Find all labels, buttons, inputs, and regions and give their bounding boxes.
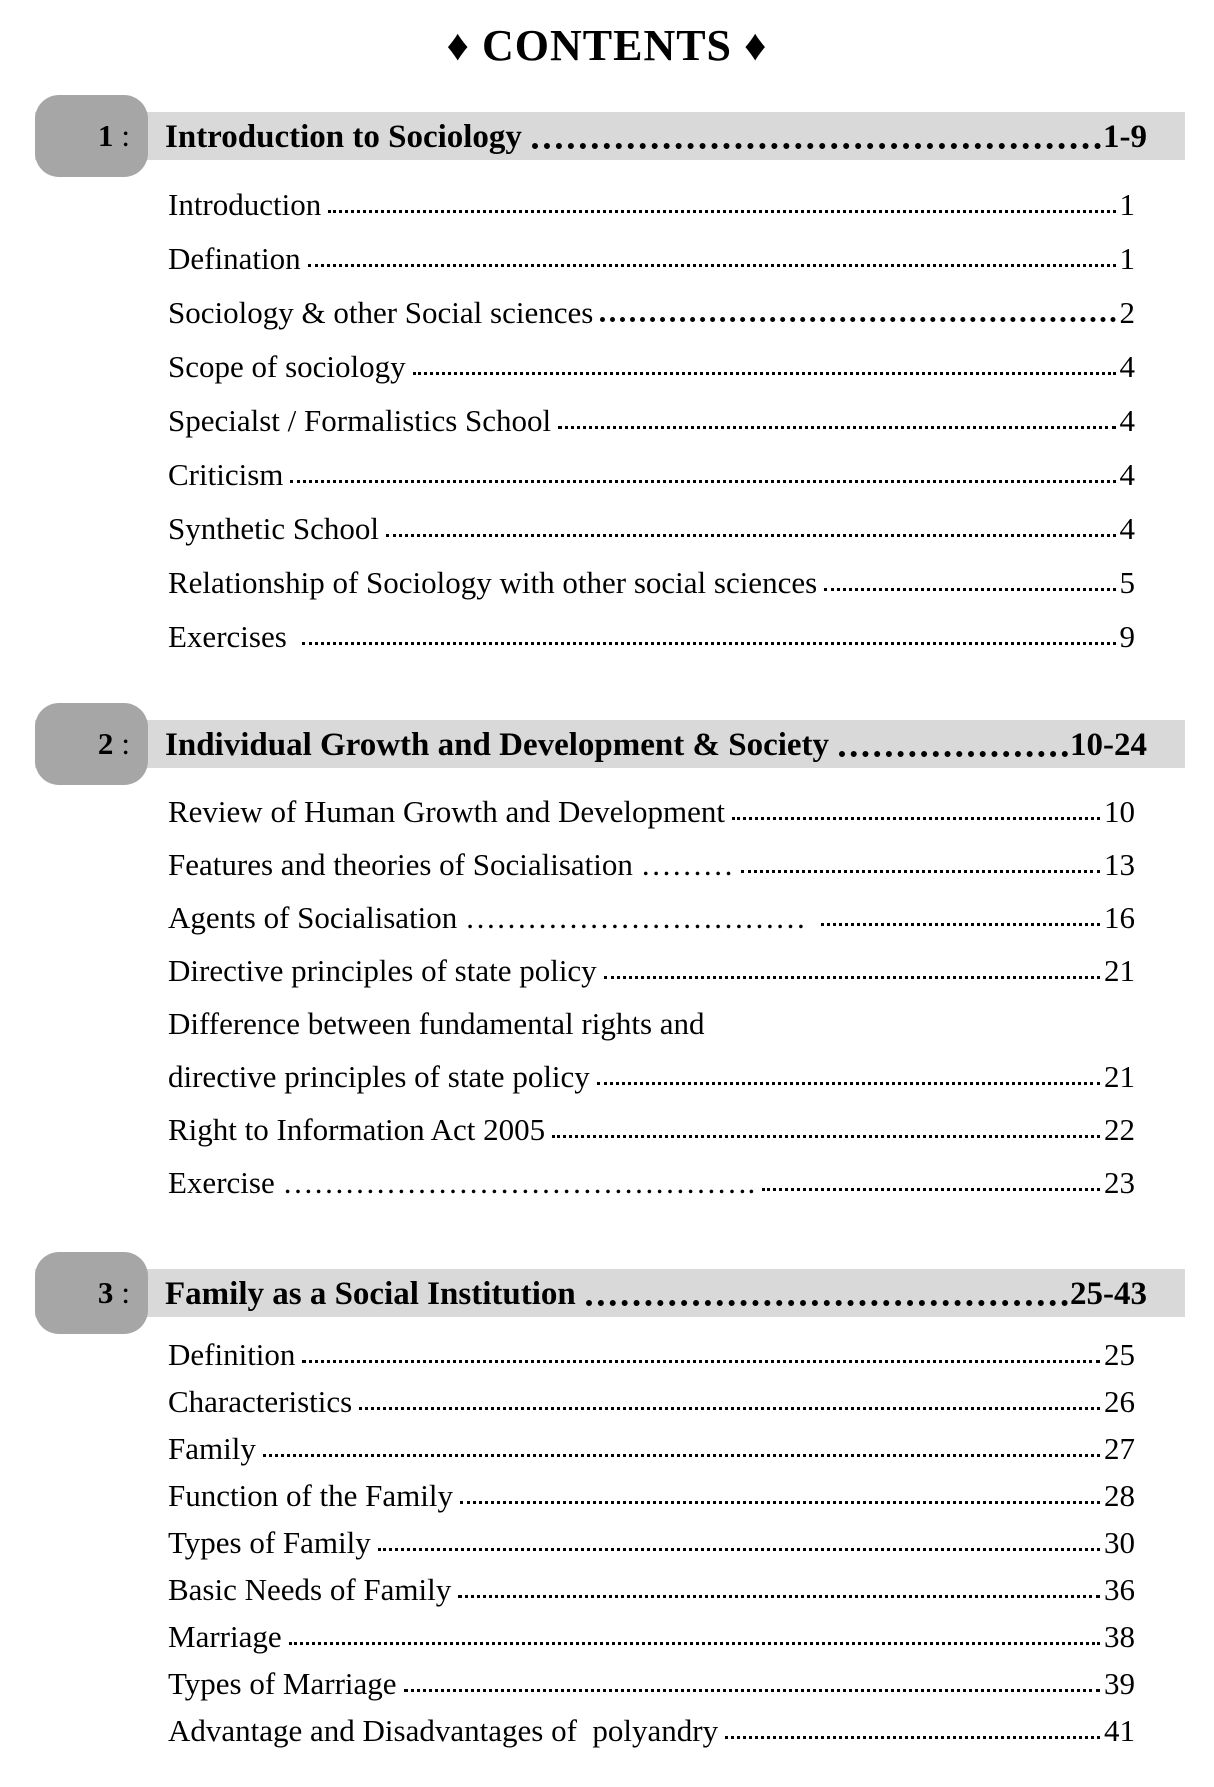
entry-label: Review of Human Growth and Development <box>168 794 726 830</box>
toc-entry <box>168 827 1135 883</box>
chapter-number: 2 <box>97 726 114 762</box>
toc-entry <box>168 220 1135 277</box>
toc-entry <box>168 1039 1135 1095</box>
chapter-section <box>0 112 1214 655</box>
entry-dot-leader <box>725 1736 1100 1739</box>
entry-page-number: 10 <box>1104 794 1135 830</box>
entry-dot-leader <box>359 1407 1100 1410</box>
entry-dot-leader <box>552 1135 1100 1138</box>
entry-page-number: 21 <box>1104 1059 1135 1095</box>
entry-page-number: 5 <box>1119 565 1135 601</box>
entry-label: Agents of Socialisation …………………………… <box>168 900 814 936</box>
chapter-number-badge <box>35 1252 148 1334</box>
entry-dot-leader <box>386 534 1116 537</box>
chapter-title-bar <box>35 720 1185 768</box>
entry-label: Relationship of Sociology with other social sciences <box>168 565 818 601</box>
entry-dot-leader <box>762 1188 1100 1191</box>
page-title: ♦ CONTENTS ♦ <box>446 21 768 70</box>
entry-dot-leader <box>413 372 1116 375</box>
entry-page-number: 1 <box>1119 241 1135 277</box>
toc-body <box>0 112 1214 1749</box>
entry-dot-leader <box>458 1595 1100 1598</box>
entry-page-number: 9 <box>1119 619 1135 655</box>
entry-label: Introduction <box>168 187 322 223</box>
toc-entry <box>168 274 1135 331</box>
entry-label: Features and theories of Socialisation ……… <box>168 847 734 883</box>
toc-entry <box>168 1464 1135 1514</box>
toc-entry <box>168 382 1135 439</box>
toc-entry <box>168 544 1135 601</box>
toc-entry <box>168 1699 1135 1749</box>
chapter-title: Introduction to Sociology <box>165 119 522 156</box>
entry-label: Characteristics <box>168 1384 353 1420</box>
chapter-entries <box>168 774 1135 1201</box>
entry-label: Family <box>168 1431 256 1467</box>
entry-page-number: 36 <box>1104 1572 1135 1608</box>
entry-dot-leader <box>558 426 1115 429</box>
entry-label: Marriage <box>168 1619 282 1655</box>
entry-page-number: 25 <box>1104 1337 1135 1373</box>
entry-dot-leader <box>741 870 1100 873</box>
entry-dot-leader <box>604 976 1100 979</box>
toc-entry <box>168 598 1135 655</box>
entry-dot-leader <box>290 480 1115 483</box>
chapter-entries <box>168 166 1135 655</box>
toc-entry <box>168 1370 1135 1420</box>
entry-dot-leader <box>378 1548 1100 1551</box>
chapter-page-range: 25-43 <box>1070 1276 1147 1313</box>
entry-label: Definition <box>168 1337 296 1373</box>
entry-dot-leader <box>600 317 1115 322</box>
chapter-title: Individual Growth and Development & Society <box>165 727 830 764</box>
toc-entry <box>168 1605 1135 1655</box>
chapter-section <box>0 720 1214 1201</box>
entry-page-number: 38 <box>1104 1619 1135 1655</box>
entry-page-number: 27 <box>1104 1431 1135 1467</box>
entry-dot-leader <box>460 1501 1100 1504</box>
toc-entry <box>168 880 1135 936</box>
entry-page-number: 30 <box>1104 1525 1135 1561</box>
entry-label: Exercises <box>168 619 295 655</box>
entry-page-number: 41 <box>1104 1713 1135 1749</box>
entry-label: Specialst / Formalistics School <box>168 403 552 439</box>
toc-entry <box>168 436 1135 493</box>
toc-entry <box>168 1323 1135 1373</box>
entry-page-number: 28 <box>1104 1478 1135 1514</box>
chapter-page-range: 10-24 <box>1070 727 1147 764</box>
chapter-title: Family as a Social Institution <box>165 1276 576 1313</box>
chapter-number-badge <box>35 95 148 177</box>
entry-label: Criticism <box>168 457 284 493</box>
chapter-header <box>35 112 1185 160</box>
entry-page-number: 4 <box>1119 403 1135 439</box>
toc-entry <box>168 1652 1135 1702</box>
entry-label: Advantage and Disadvantages of polyandry <box>168 1713 719 1749</box>
chapter-number-colon: : <box>121 726 130 762</box>
chapter-title-bar <box>35 112 1185 160</box>
toc-entry <box>168 933 1135 989</box>
entry-label: directive principles of state policy <box>168 1059 590 1095</box>
entry-page-number: 26 <box>1104 1384 1135 1420</box>
chapter-title-bar <box>35 1269 1185 1317</box>
toc-entry <box>168 490 1135 547</box>
entry-page-number: 13 <box>1104 847 1135 883</box>
entry-dot-leader <box>732 817 1100 820</box>
entry-page-number: 23 <box>1104 1165 1135 1201</box>
entry-label: Exercise ………………………………………. <box>168 1165 756 1201</box>
chapter-entries <box>168 1323 1135 1749</box>
entry-dot-leader <box>404 1689 1100 1692</box>
chapter-header <box>35 1269 1185 1317</box>
chapter-number: 3 <box>97 1275 114 1311</box>
toc-entry <box>168 166 1135 223</box>
entry-page-number: 4 <box>1119 457 1135 493</box>
entry-label: Types of Marriage <box>168 1666 397 1702</box>
entry-label: Types of Family <box>168 1525 371 1561</box>
entry-dot-leader <box>821 923 1100 926</box>
entry-page-number: 4 <box>1119 511 1135 547</box>
entry-label: Difference between fundamental rights and <box>168 1006 705 1042</box>
toc-entry <box>168 1145 1135 1201</box>
entry-page-number: 4 <box>1119 349 1135 385</box>
toc-entry <box>168 1092 1135 1148</box>
entry-dot-leader <box>328 210 1115 213</box>
entry-label: Synthetic School <box>168 511 379 547</box>
entry-label: Scope of sociology <box>168 349 406 385</box>
entry-dot-leader <box>263 1454 1100 1457</box>
entry-page-number: 16 <box>1104 900 1135 936</box>
entry-label: Function of the Family <box>168 1478 454 1514</box>
entry-label: Sociology & other Social sciences <box>168 295 594 331</box>
entry-page-number: 22 <box>1104 1112 1135 1148</box>
chapter-number: 1 <box>97 118 114 154</box>
chapter-dot-leader <box>586 1300 1068 1306</box>
entry-dot-leader <box>308 264 1116 267</box>
chapter-header <box>35 720 1185 768</box>
entry-dot-leader <box>289 1642 1100 1645</box>
chapter-section <box>0 1269 1214 1749</box>
entry-label: Directive principles of state policy <box>168 953 597 989</box>
chapter-number-badge <box>35 703 148 785</box>
entry-label: Right to Information Act 2005 <box>168 1112 546 1148</box>
chapter-page-range: 1-9 <box>1103 119 1147 156</box>
entry-dot-leader <box>824 588 1115 591</box>
entry-dot-leader <box>597 1082 1100 1085</box>
entry-dot-leader <box>302 642 1116 645</box>
chapter-number-colon: : <box>121 118 130 154</box>
entry-dot-leader <box>302 1360 1100 1363</box>
toc-entry <box>168 1417 1135 1467</box>
entry-page-number: 1 <box>1119 187 1135 223</box>
entry-page-number: 39 <box>1104 1666 1135 1702</box>
entry-page-number: 2 <box>1119 295 1135 331</box>
chapter-dot-leader <box>532 143 1101 149</box>
toc-entry <box>168 1511 1135 1561</box>
chapter-number-colon: : <box>121 1275 130 1311</box>
toc-entry <box>168 986 1135 1042</box>
toc-entry <box>168 774 1135 830</box>
toc-entry <box>168 328 1135 385</box>
chapter-dot-leader <box>839 751 1068 757</box>
toc-entry <box>168 1558 1135 1608</box>
entry-label: Defination <box>168 241 301 277</box>
entry-page-number: 21 <box>1104 953 1135 989</box>
entry-label: Basic Needs of Family <box>168 1572 452 1608</box>
